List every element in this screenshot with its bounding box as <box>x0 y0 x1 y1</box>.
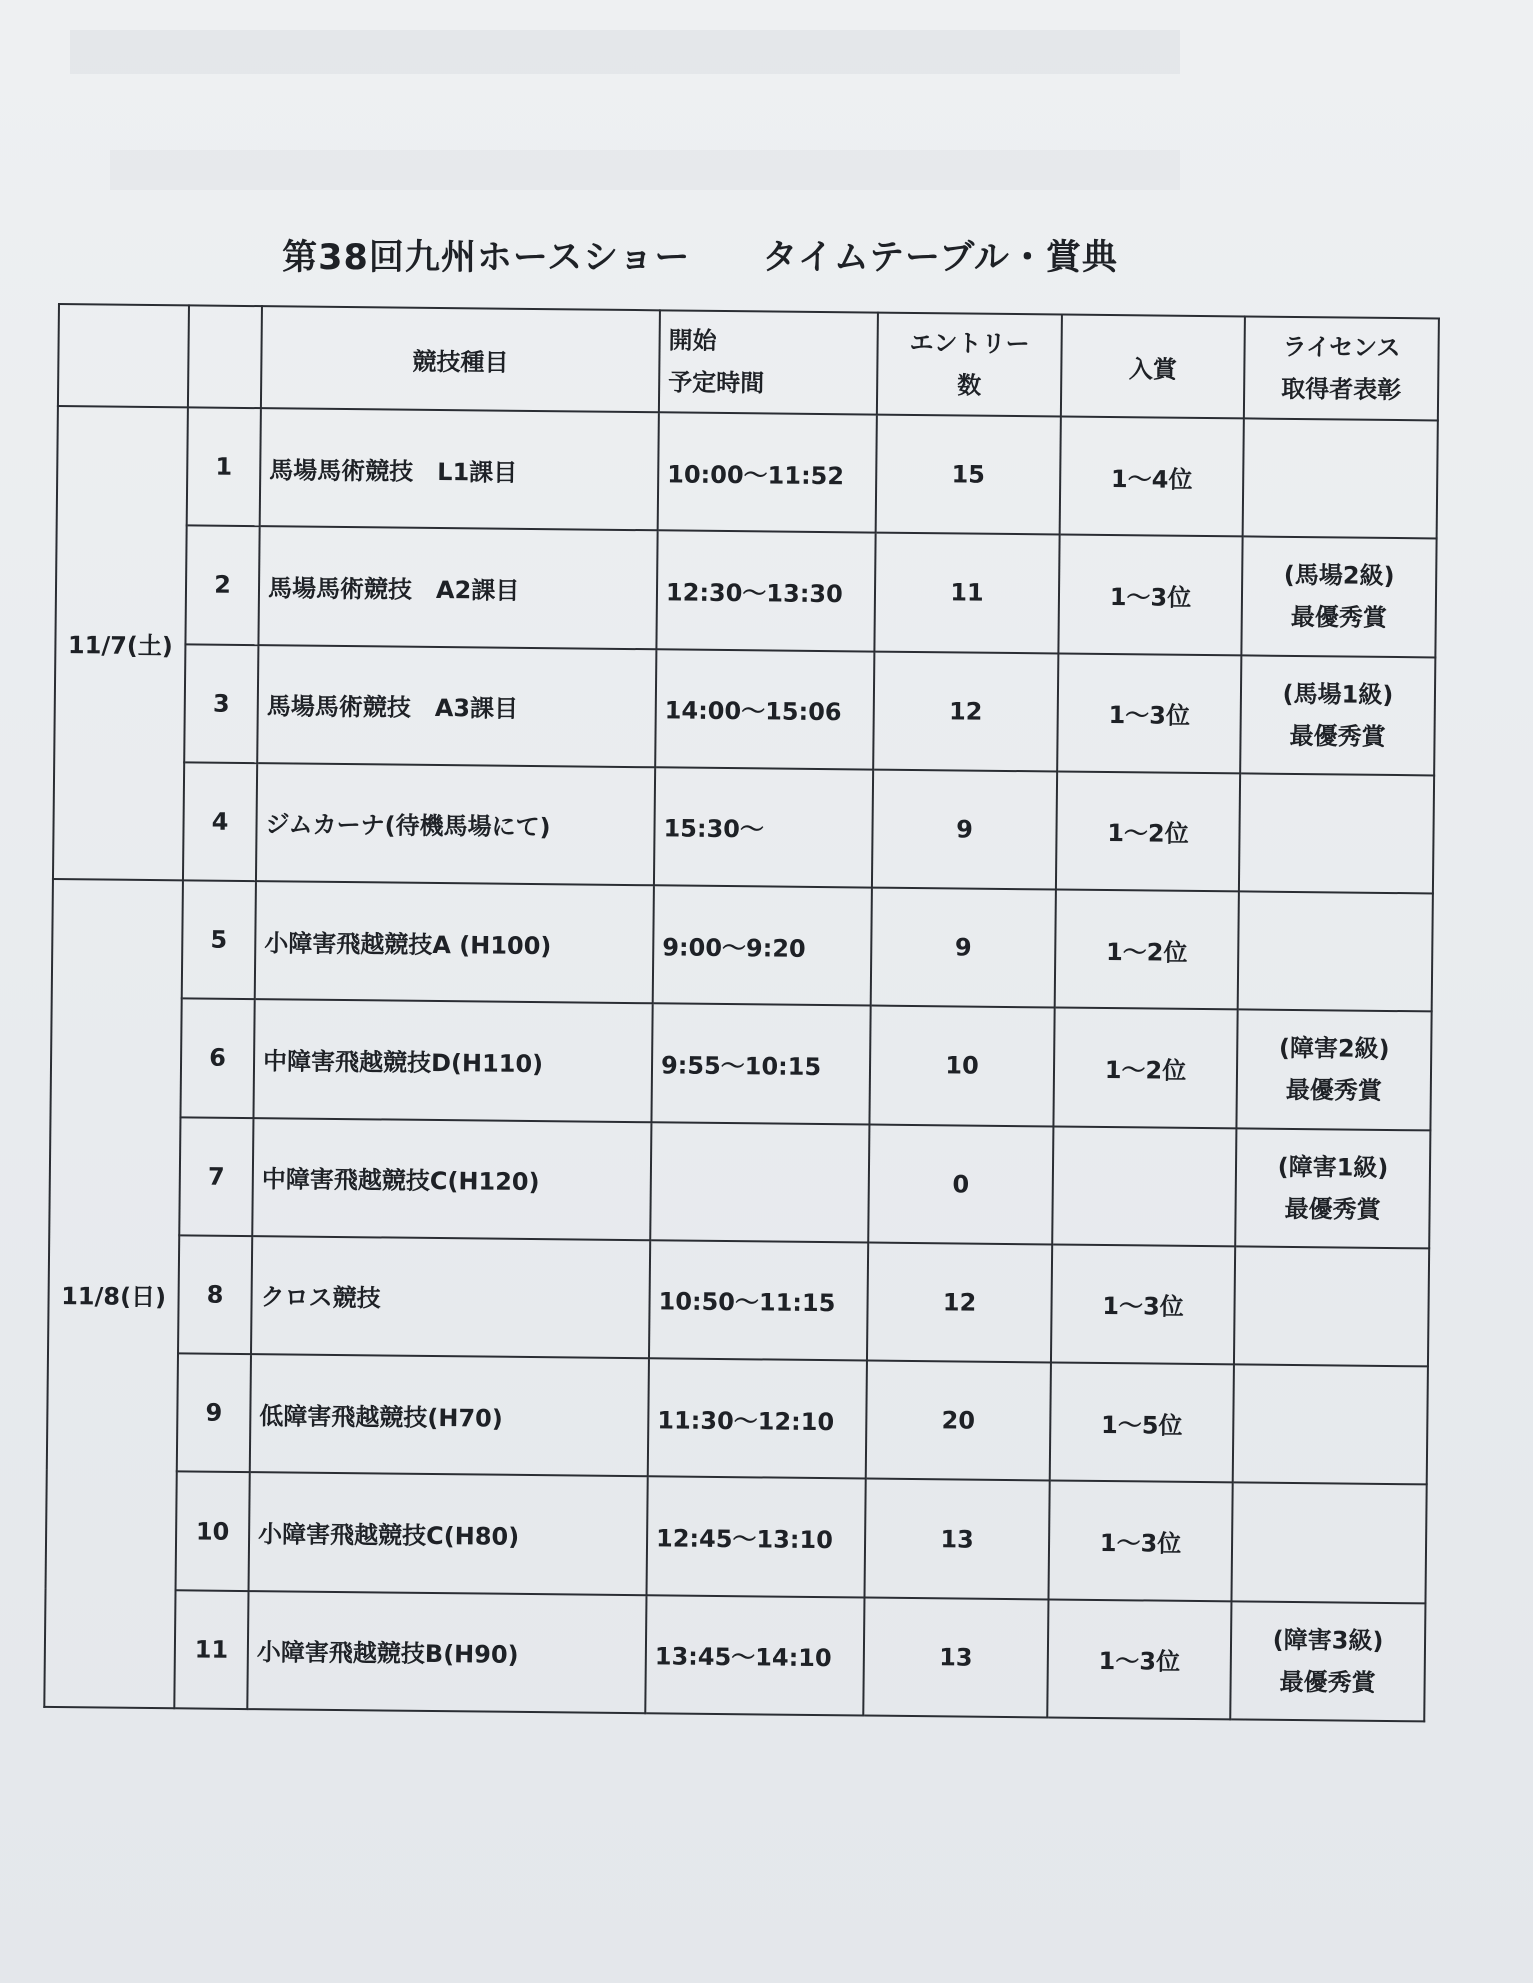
license-award-line: 最優秀賞 <box>1290 603 1387 633</box>
start-time: 14:00～15:06 <box>655 649 874 770</box>
day-date: 11/8(日) <box>44 879 183 1708</box>
header-entries-line1: エントリー <box>909 328 1030 359</box>
entry-count: 11 <box>874 533 1059 653</box>
entry-count: 13 <box>863 1597 1048 1717</box>
day-date: 11/7(土) <box>53 406 188 880</box>
license-award-line: 最優秀賞 <box>1285 1076 1382 1106</box>
page-title: 第38回九州ホースショー タイムテーブル・賞典 <box>282 238 1118 278</box>
header-entries-line2: 数 <box>957 371 982 400</box>
event-number: 2 <box>185 526 259 645</box>
placing-range: 1～3位 <box>1057 653 1241 773</box>
table-row <box>48 1234 1429 1367</box>
license-award <box>1235 1128 1430 1248</box>
license-award <box>1238 891 1433 1011</box>
license-award-line: (障害3級) <box>1272 1625 1384 1655</box>
start-time: 10:50～11:15 <box>649 1240 868 1361</box>
start-time: 12:45～13:10 <box>647 1477 866 1598</box>
license-award-line: 最優秀賞 <box>1279 1667 1376 1697</box>
license-award-line: (馬場1級) <box>1282 679 1394 709</box>
license-award <box>1231 1483 1426 1603</box>
entry-count: 13 <box>864 1479 1049 1599</box>
license-award <box>1241 537 1436 657</box>
event-number: 7 <box>179 1117 253 1236</box>
start-time: 9:55～10:15 <box>651 1004 870 1125</box>
event-name: 中障害飛越競技D(H110) <box>253 999 652 1121</box>
timetable-body <box>44 406 1438 1721</box>
faint-show-through <box>110 150 1180 190</box>
header-row <box>58 304 1439 420</box>
event-name: 馬場馬術競技 A2課目 <box>258 526 657 648</box>
license-award <box>1230 1601 1425 1721</box>
header-placing: 入賞 <box>1061 315 1245 419</box>
event-name: 馬場馬術競技 L1課目 <box>260 408 659 530</box>
table-row <box>57 406 1438 539</box>
license-award <box>1240 655 1435 775</box>
start-time: 10:00～11:52 <box>658 412 877 533</box>
header-entries <box>877 313 1062 417</box>
table-row <box>52 879 1433 1012</box>
table-row <box>46 1470 1427 1603</box>
start-time: 15:30～ <box>654 767 873 888</box>
table-row <box>50 997 1431 1130</box>
placing-range: 1～3位 <box>1058 535 1242 655</box>
event-number: 4 <box>183 762 257 881</box>
placing-range: 1～2位 <box>1055 890 1239 1010</box>
entry-count: 0 <box>868 1124 1053 1244</box>
license-award-line: (障害1級) <box>1277 1152 1389 1182</box>
header-date <box>58 304 189 407</box>
event-number: 9 <box>177 1353 251 1472</box>
entry-count: 20 <box>866 1361 1051 1481</box>
header-number <box>188 305 262 408</box>
license-award <box>1234 1246 1429 1366</box>
placing-range: 1～3位 <box>1051 1244 1235 1364</box>
event-number: 5 <box>182 880 256 999</box>
table-row <box>47 1352 1428 1485</box>
event-number: 1 <box>187 407 261 526</box>
entry-count: 9 <box>871 888 1056 1008</box>
event-number: 8 <box>178 1235 252 1354</box>
header-start-time-line2: 予定時間 <box>668 368 765 398</box>
header-event: 競技種目 <box>261 306 660 412</box>
start-time: 13:45～14:10 <box>645 1595 864 1716</box>
license-award <box>1233 1364 1428 1484</box>
event-number: 3 <box>184 644 258 763</box>
start-time: 9:00～9:20 <box>653 885 872 1006</box>
event-name: 小障害飛越競技B(H90) <box>247 1591 646 1714</box>
placing-range <box>1052 1126 1236 1246</box>
license-award-line: (馬場2級) <box>1283 561 1395 591</box>
placing-range: 1～5位 <box>1050 1363 1234 1483</box>
header-license-line2: 取得者表彰 <box>1281 374 1402 405</box>
license-award-line: 最優秀賞 <box>1284 1194 1381 1224</box>
entry-count: 12 <box>867 1242 1052 1362</box>
entry-count: 9 <box>872 769 1057 889</box>
header-license-line1: ライセンス <box>1282 332 1401 363</box>
event-name: 馬場馬術競技 A3課目 <box>257 645 656 767</box>
start-time: 12:30～13:30 <box>656 531 875 652</box>
event-number: 10 <box>176 1472 250 1591</box>
event-name: 低障害飛越競技(H70) <box>250 1354 649 1476</box>
event-name: 小障害飛越競技A (H100) <box>255 881 654 1003</box>
table-row <box>55 524 1436 657</box>
entry-count: 12 <box>873 651 1058 771</box>
table-row <box>53 761 1434 894</box>
start-time: 11:30～12:10 <box>648 1358 867 1479</box>
table-row <box>49 1116 1430 1249</box>
event-name: 中障害飛越競技C(H120) <box>252 1118 651 1240</box>
timetable <box>43 303 1440 1722</box>
placing-range: 1～2位 <box>1056 771 1240 891</box>
start-time <box>650 1122 869 1243</box>
license-award <box>1239 773 1434 893</box>
license-award-line: 最優秀賞 <box>1289 721 1386 751</box>
event-number: 11 <box>174 1590 248 1709</box>
license-award-line: (障害2級) <box>1278 1034 1390 1064</box>
header-start-time <box>659 310 878 414</box>
event-name: 小障害飛越競技C(H80) <box>249 1472 648 1594</box>
placing-range: 1～3位 <box>1047 1599 1231 1719</box>
license-award <box>1243 418 1438 538</box>
placing-range: 1～3位 <box>1048 1481 1232 1601</box>
event-number: 6 <box>180 999 254 1118</box>
header-start-time-line1: 開始 <box>668 326 717 355</box>
entry-count: 15 <box>876 415 1061 535</box>
entry-count: 10 <box>869 1006 1054 1126</box>
header-license <box>1244 316 1439 420</box>
placing-range: 1～2位 <box>1053 1008 1237 1128</box>
license-award <box>1236 1010 1431 1130</box>
table-row <box>54 643 1435 776</box>
table-row <box>44 1589 1425 1722</box>
faint-show-through <box>70 30 1180 74</box>
placing-range: 1～4位 <box>1060 417 1244 537</box>
event-name: ジムカーナ(待機馬場にて) <box>256 763 655 885</box>
event-name: クロス競技 <box>251 1236 650 1358</box>
